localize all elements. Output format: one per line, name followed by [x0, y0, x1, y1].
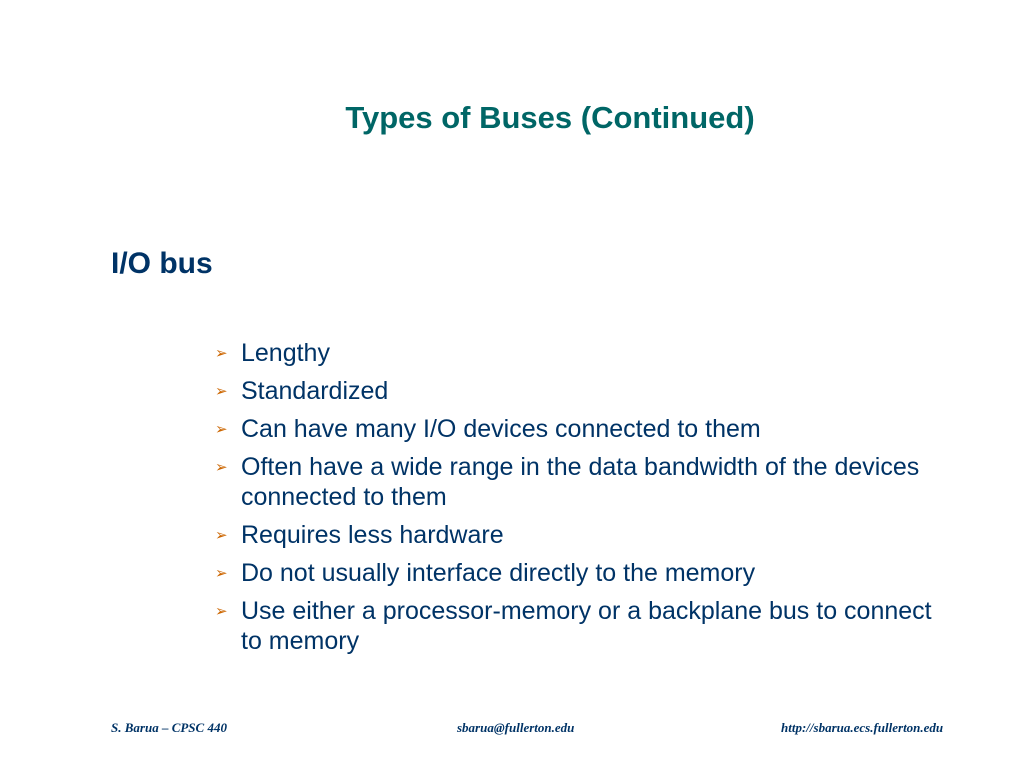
chevron-right-outline-icon: ➢: [215, 421, 228, 438]
bullet-item: [213, 414, 933, 444]
bullet-text: Can have many I/O devices connected to them: [241, 415, 761, 443]
chevron-right-outline-icon: ➢: [215, 603, 228, 620]
slide-title: Types of Buses (Continued): [345, 100, 755, 135]
chevron-right-outline-icon: ➢: [215, 527, 228, 544]
chevron-right-outline-icon: ➢: [215, 565, 228, 582]
chevron-right-outline-icon: ➢: [215, 345, 228, 362]
chevron-right-outline-icon: ➢: [215, 383, 228, 400]
bullet-text: Requires less hardware: [241, 521, 504, 549]
bullet-list: [213, 338, 933, 664]
section-heading: I/O bus: [111, 247, 213, 280]
bullet-item: [213, 558, 933, 588]
bullet-text: Do not usually interface directly to the memory: [241, 559, 756, 587]
chevron-right-outline-icon: ➢: [215, 459, 228, 476]
bullet-item: [213, 520, 933, 550]
bullet-item: [213, 596, 933, 656]
bullet-item: [213, 376, 933, 406]
bullet-item: [213, 338, 933, 368]
bullet-text: Use either a processor-memory or a backplane bus to connect to memory: [241, 597, 932, 655]
footer-author: S. Barua – CPSC 440: [111, 720, 227, 735]
bullet-item: [213, 452, 933, 512]
bullet-text: Lengthy: [241, 339, 330, 367]
footer-website: http://sbarua.ecs.fullerton.edu: [781, 720, 944, 735]
bullet-text: Often have a wide range in the data bandwidth of the devices connected to them: [241, 453, 920, 511]
bullet-text: Standardized: [241, 377, 389, 405]
footer-email: sbarua@fullerton.edu: [457, 720, 575, 735]
